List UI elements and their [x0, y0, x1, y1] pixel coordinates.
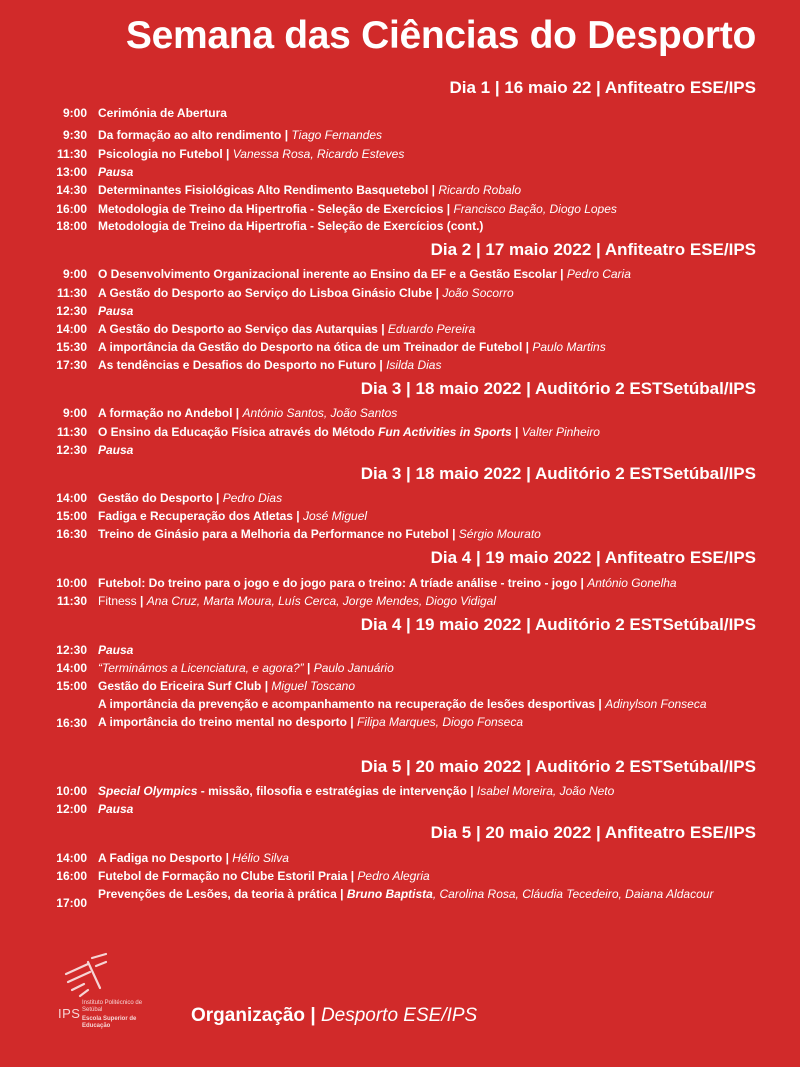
session-time: 16:30 — [56, 527, 87, 541]
organizer-label: Organização — [191, 1005, 306, 1026]
session-speakers: Eduardo Pereira — [387, 322, 476, 336]
session-title: Metodologia de Treino da Hipertrofia - Seleção de Exercícios (cont.) — [98, 219, 484, 233]
session-title: Metodologia de Treino da Hipertrofia - Seleção de Exercícios — [98, 202, 444, 216]
session-speakers: António Gonelha — [587, 576, 677, 590]
session-speakers: António Santos, João Santos — [242, 406, 398, 420]
session-time: 18:00 — [56, 219, 87, 233]
session-speakers: João Socorro — [442, 286, 514, 300]
day-header: Dia 2 | 17 maio 2022 | Anfiteatro ESE/IPS — [430, 240, 756, 259]
session-time: 15:00 — [56, 679, 87, 693]
organizer-line: Organização | Desporto ESE/IPS — [191, 1005, 478, 1026]
session-title: Gestão do Ericeira Surf Club — [98, 679, 262, 693]
session-title: “Terminámos a Licenciatura, e agora?” — [98, 661, 304, 675]
day-header: Dia 3 | 18 maio 2022 | Auditório 2 ESTSetúbal/IPS — [360, 464, 756, 483]
session-time: 12:30 — [56, 304, 87, 318]
day-header: Dia 4 | 19 maio 2022 | Anfiteatro ESE/IPS — [430, 548, 756, 567]
session-time: 14:00 — [56, 322, 87, 336]
session-title: A formação no Andebol — [98, 406, 233, 420]
day-header: Dia 5 | 20 maio 2022 | Auditório 2 ESTSetúbal/IPS — [360, 757, 756, 776]
day-header: Dia 5 | 20 maio 2022 | Anfiteatro ESE/IPS — [430, 823, 756, 842]
session-title: O Ensino da Educação Física através do Método — [98, 425, 375, 439]
session-time: 14:00 — [56, 491, 87, 505]
session-speakers-emphasis: Bruno Baptista — [346, 887, 433, 901]
session-speakers: Adinylson Fonseca — [605, 697, 707, 711]
session-time: 16:30 — [56, 716, 87, 730]
session-speakers: Ana Cruz, Marta Moura, Luís Cerca, Jorge Mendes, Diogo Vidigal — [146, 594, 497, 608]
session-title: Pausa — [98, 165, 134, 179]
session-time: 14:30 — [56, 183, 87, 197]
session-time: 11:30 — [56, 594, 87, 608]
session-title: A importância do treino mental no desporto — [98, 715, 347, 729]
session-time: 9:00 — [62, 406, 87, 420]
session-speakers: Ricardo Robalo — [438, 183, 522, 197]
session-title: Prevenções de Lesões, da teoria à prática — [98, 887, 337, 901]
session-title: As tendências e Desafios do Desporto no Futuro — [98, 358, 377, 372]
session-speakers: Filipa Marques, Diogo Fonseca — [356, 715, 524, 729]
day-header: Dia 4 | 19 maio 2022 | Auditório 2 ESTSetúbal/IPS — [360, 615, 756, 634]
session-title: Futebol: Do treino para o jogo e do jogo para o treino: A tríade análise - treino - jogo — [98, 576, 578, 590]
session-title: A importância da Gestão do Desporto na ótica de um Treinador de Futebol — [98, 340, 523, 354]
session-title: Pausa — [98, 443, 134, 457]
session-title: Fitness — [98, 594, 137, 608]
session-time: 10:00 — [56, 784, 87, 798]
schedule-row: 17:00 Prevenções de Lesões, da teoria à prática | Bruno Baptista, Carolina Rosa, Cláudia Tecedeiro, Daiana Aldacour — [0, 885, 760, 921]
session-time: 9:00 — [62, 267, 87, 281]
session-title: Da formação ao alto rendimento — [98, 128, 282, 142]
session-title: Cerimónia de Abertura — [98, 106, 227, 120]
session-time: 12:00 — [56, 802, 87, 816]
session-speakers: Miguel Toscano — [271, 679, 356, 693]
session-title: - missão, filosofia e estratégias de intervenção — [200, 784, 467, 798]
session-speakers: Paulo Martins — [532, 340, 606, 354]
page-title: Semana das Ciências do Desporto — [125, 14, 756, 57]
session-title: A Gestão do Desporto ao Serviço das Autarquias — [98, 322, 378, 336]
session-title: A importância da prevenção e acompanhamento na recuperação de lesões desportivas — [98, 697, 596, 711]
session-title: Futebol de Formação no Clube Estoril Praia — [98, 869, 348, 883]
session-time: 17:30 — [56, 358, 87, 372]
schedule-row: 16:30 A importância da prevenção e acompanhamento na recuperação de lesões desportivas | Adinylson Fonseca A importância do treino mental no desporto | Filipa Marques, Diogo Fonseca — [0, 695, 760, 749]
day-header: Dia 3 | 18 maio 2022 | Auditório 2 ESTSetúbal/IPS — [360, 379, 756, 398]
session-time: 12:30 — [56, 443, 87, 457]
session-title-emphasis: Fun Activities in Sports — [378, 425, 512, 439]
session-title: A Fadiga no Desporto — [98, 851, 223, 865]
session-time: 15:00 — [56, 509, 87, 523]
session-time: 9:00 — [62, 106, 87, 120]
session-speakers: Pedro Caria — [566, 267, 631, 281]
session-time: 11:30 — [56, 286, 87, 300]
session-time: 12:30 — [56, 643, 87, 657]
session-speakers: Paulo Januário — [313, 661, 394, 675]
session-time: 10:00 — [56, 576, 87, 590]
session-speakers: José Miguel — [303, 509, 368, 523]
session-time: 16:00 — [56, 202, 87, 216]
session-title: Fadiga e Recuperação dos Atletas — [98, 509, 293, 523]
session-speakers: , Carolina Rosa, Cláudia Tecedeiro, Daiana Aldacour — [432, 887, 714, 901]
day-header: Dia 1 | 16 maio 22 | Anfiteatro ESE/IPS — [449, 78, 756, 97]
session-speakers: Tiago Fernandes — [291, 128, 383, 142]
session-speakers: Isilda Dias — [386, 358, 442, 372]
session-title: Gestão do Desporto — [98, 491, 213, 505]
session-title: A Gestão do Desporto ao Serviço do Lisboa Ginásio Clube — [98, 286, 433, 300]
session-speakers: Valter Pinheiro — [521, 425, 600, 439]
session-time: 14:00 — [56, 661, 87, 675]
organizer-value: Desporto ESE/IPS — [320, 1005, 478, 1026]
session-speakers: Hélio Silva — [232, 851, 289, 865]
session-time: 15:30 — [56, 340, 87, 354]
logo-school: Escola Superior de Educação — [82, 1016, 137, 1029]
session-speakers: Francisco Bação, Diogo Lopes — [453, 202, 617, 216]
session-speakers: Vanessa Rosa, Ricardo Esteves — [232, 147, 405, 161]
session-speakers: Pedro Dias — [222, 491, 283, 505]
session-title: Pausa — [98, 304, 134, 318]
session-time: 16:00 — [56, 869, 87, 883]
session-time: 14:00 — [56, 851, 87, 865]
session-time: 13:00 — [56, 165, 87, 179]
session-title: Pausa — [98, 643, 134, 657]
logo-text: IPS — [58, 1006, 81, 1021]
session-title: Treino de Ginásio para a Melhoria da Performance no Futebol — [98, 527, 449, 541]
session-time: 11:30 — [56, 425, 87, 439]
session-time: 17:00 — [56, 896, 87, 910]
session-speakers: Pedro Alegria — [357, 869, 430, 883]
session-title: Psicologia no Futebol — [98, 147, 223, 161]
session-speakers: Isabel Moreira, João Neto — [476, 784, 615, 798]
session-time: 11:30 — [56, 147, 87, 161]
logo-institute: Instituto Politécnico de Setúbal — [82, 1000, 143, 1013]
session-title: Determinantes Fisiológicas Alto Rendimento Basquetebol — [98, 183, 429, 197]
session-title: Pausa — [98, 802, 134, 816]
session-title-emphasis: Special Olympics — [98, 784, 198, 798]
session-time: 9:30 — [62, 128, 87, 142]
session-title: O Desenvolvimento Organizacional inerente ao Ensino da EF e a Gestão Escolar — [98, 267, 557, 281]
session-speakers: Sérgio Mourato — [458, 527, 541, 541]
